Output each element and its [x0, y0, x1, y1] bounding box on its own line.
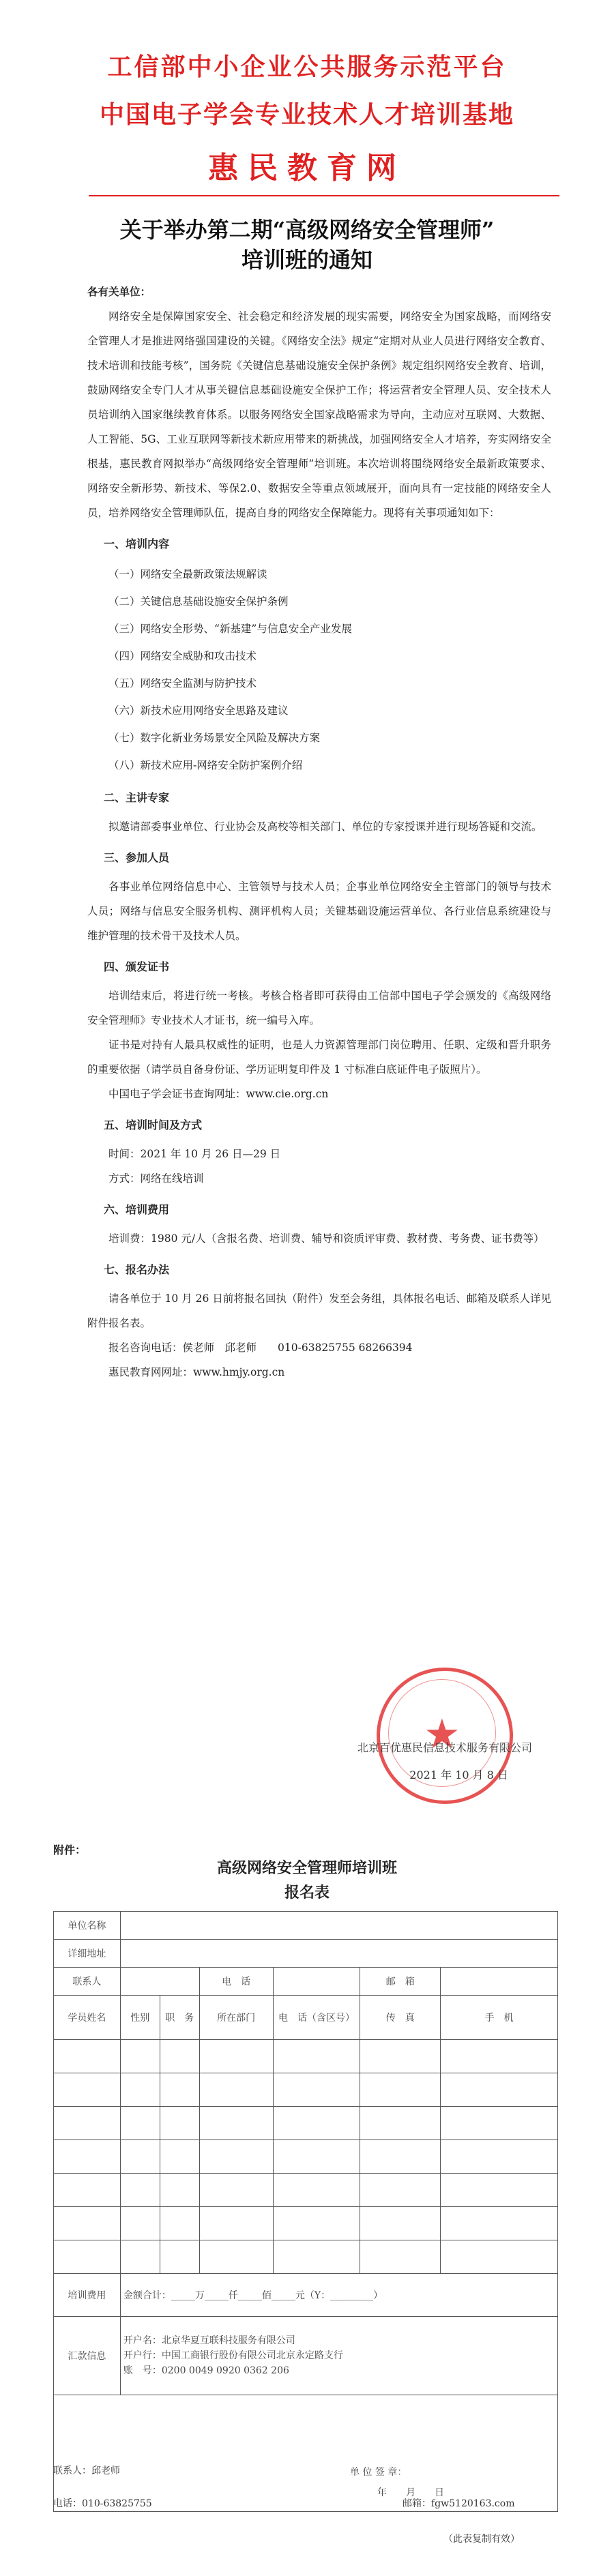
footer-contact: 联系人：邱老师 [53, 2466, 120, 2476]
address-field[interactable] [120, 1940, 557, 1968]
table-row[interactable] [54, 2040, 558, 2073]
remit-account-number: 账 号：0200 0049 0920 0362 206 [123, 2365, 289, 2376]
column-header: 手 机 [441, 1996, 558, 2040]
training-method: 方式：网络在线培训 [108, 1172, 204, 1185]
list-item: （四）网络安全威胁和攻击技术 [108, 650, 257, 662]
section-6-title: 六、培训费用 [104, 1203, 170, 1216]
list-item: （八）新技术应用-网络安全防护案例介绍 [108, 759, 303, 771]
table-row[interactable] [54, 2207, 558, 2240]
address-label: 详细地址 [54, 1940, 121, 1968]
signature-org: 北京百优惠民信息技术服务有限公司 [357, 1741, 532, 1754]
form-title-line-1: 高级网络安全管理师培训班 [216, 1859, 397, 1877]
column-header: 职 务 [160, 1996, 199, 2040]
remit-info [120, 2317, 557, 2395]
footer-note: （此表复制有效） [443, 2534, 520, 2545]
signature-date: 2021 年 10 月 8 日 [409, 1768, 508, 1781]
section-4-text-2: 证书是对持有人最具权威性的证明，也是人力资源管理部门岗位聘用、任职、定级和晋升职务的重要依据（请学员自备身份证、学历证明复印件及 1 寸标准白底证件电子版照片）。 [87, 1039, 551, 1076]
section-1-title: 一、培训内容 [104, 537, 170, 550]
unit-sign-label: 单 位 签 章： [350, 2467, 407, 2478]
company-seal [377, 1668, 513, 1804]
unit-name-field[interactable] [120, 1912, 557, 1940]
unit-name-label: 单位名称 [54, 1912, 121, 1940]
section-7-title: 七、报名办法 [104, 1263, 170, 1276]
list-item: （三）网络安全形势、“新基建”与信息安全产业发展 [108, 623, 352, 635]
header-divider [89, 195, 559, 196]
header-line-3: 惠民教育网 [208, 151, 406, 186]
footer-phone: 电话：010-63825755 [53, 2498, 152, 2509]
column-header: 所在部门 [199, 1996, 273, 2040]
training-time: 时间：2021 年 10 月 26 日—29 日 [108, 1148, 281, 1160]
phone-field[interactable] [273, 1968, 360, 1996]
intro-paragraph: 网络安全是保障国家安全、社会稳定和经济发展的现实需要，网络安全为国家战略，而网络安全管理人才是推进网络强国建设的关键。《网络安全法》规定“定期对从业人员进行网络安全教育、技术培训和技能考核”，国务院《关键信息基础设施安全保护条例》规定组织网络安全教育、培训，鼓励网络安全专门人才从事关键信息基础设施安全保护工作；将运营者安全管理人员、安全技术人员培训纳入国家继续教育体系。以服务网络安全国家战略需求为导向，主动应对互联网、大数据、人工智能、5G、工业互联网等新技术新应用带来的新挑战，加强网络安全人才培养，夯实网络安全根基，惠民教育网拟举办“高级网络安全管理师”培训班。本次培训将围绕网络安全最新政策要求、网络安全新形势、新技术、等保2.0、数据安全等重点领域展开，面向具有一定技能的网络安全人员，培养网络安全管理师队伍，提高自身的网络安全保障能力。现将有关事项通知如下： [87, 310, 551, 519]
table-row[interactable] [54, 2073, 558, 2107]
contact-field[interactable] [120, 1968, 199, 1996]
header-line-2: 中国电子学会专业技术人才培训基地 [99, 101, 514, 129]
list-item: （五）网络安全监测与防护技术 [108, 677, 257, 690]
unit-sign-date: 年 月 日 [377, 2487, 444, 2498]
notice-title-line-2: 培训班的通知 [241, 247, 372, 273]
section-5-title: 五、培训时间及方式 [104, 1119, 203, 1131]
section-3-text: 各事业单位网络信息中心、主管领导与技术人员；企事业单位网络安全主管部门的领导与技术人员；网络与信息安全服务机构、测评机构人员；关键基础设施运营单位、各行业信息系统建设与维护管理的技术骨干及技术人员。 [87, 880, 551, 942]
column-header: 性别 [120, 1996, 160, 2040]
unit-seal-area[interactable] [54, 2395, 558, 2512]
list-item: （六）新技术应用网络安全思路及建议 [108, 705, 289, 717]
website: 惠民教育网网址：www.hmjy.org.cn [108, 1366, 285, 1378]
footer-email: 邮箱：fgw5120163.com [403, 2498, 515, 2509]
list-item: （二）关键信息基础设施安全保护条例 [108, 595, 289, 608]
seal-star-icon: ★ [424, 1711, 460, 1758]
section-4-text-1: 培训结束后，将进行统一考核。考核合格者即可获得由工信部中国电子学会颁发的《高级网络安全管理师》专业技术人才证书，统一编号入库。 [87, 990, 551, 1026]
table-row[interactable] [54, 2140, 558, 2174]
greeting: 各有关单位： [87, 286, 151, 298]
table-row[interactable] [54, 2174, 558, 2207]
contact-label: 联系人 [54, 1968, 121, 1996]
column-header: 学员姓名 [54, 1996, 121, 2040]
notice-body [87, 280, 551, 1385]
training-fee: 培训费：1980 元/人（含报名费、培训费、辅导和资质评审费、教材费、考务费、证书费等） [108, 1232, 544, 1245]
section-7-text: 请各单位于 10 月 26 日前将报名回执（附件）发至会务组，具体报名电话、邮箱及联系人详见附件报名表。 [87, 1292, 551, 1329]
email-field[interactable] [441, 1968, 558, 1996]
section-3-title: 三、参加人员 [104, 851, 170, 864]
column-header: 电 话（含区号） [273, 1996, 360, 2040]
remit-label: 汇款信息 [54, 2317, 121, 2395]
table-row[interactable] [54, 2240, 558, 2274]
list-item: （七）数字化新业务场景安全风险及解决方案 [108, 732, 321, 744]
fee-label: 培训费用 [54, 2274, 121, 2317]
table-row[interactable] [54, 2107, 558, 2140]
section-2-text: 拟邀请部委事业单位、行业协会及高校等相关部门、单位的专家授课并进行现场答疑和交流。 [108, 820, 542, 833]
attachment-label: 附件： [53, 1844, 87, 1856]
registration-form [53, 1911, 558, 2512]
consult-phone: 报名咨询电话：侯老师 邱老师 010-63825755 68266394 [108, 1342, 413, 1354]
column-header: 传 真 [360, 1996, 441, 2040]
list-item: （一）网络安全最新政策法规解读 [108, 568, 267, 580]
form-title-line-2: 报名表 [284, 1884, 330, 1901]
section-4-title: 四、颁发证书 [104, 960, 170, 973]
phone-label: 电 话 [199, 1968, 273, 1996]
section-2-title: 二、主讲专家 [104, 791, 170, 804]
remit-account-name: 开户名：北京华夏互联科技服务有限公司 [123, 2335, 295, 2346]
certificate-query-site: 中国电子学会证书查询网址：www.cie.org.cn [108, 1088, 329, 1100]
notice-title-line-1: 关于举办第二期“高级网络安全管理师” [119, 217, 495, 243]
email-label: 邮 箱 [360, 1968, 441, 1996]
fee-amount[interactable]: 金额合计：_____万_____仟_____佰_____元（Y：_________） [120, 2274, 557, 2317]
remit-bank: 开户行：中国工商银行股份有限公司北京永定路支行 [123, 2350, 343, 2361]
header-line-1: 工信部中小企业公共服务示范平台 [107, 53, 507, 81]
